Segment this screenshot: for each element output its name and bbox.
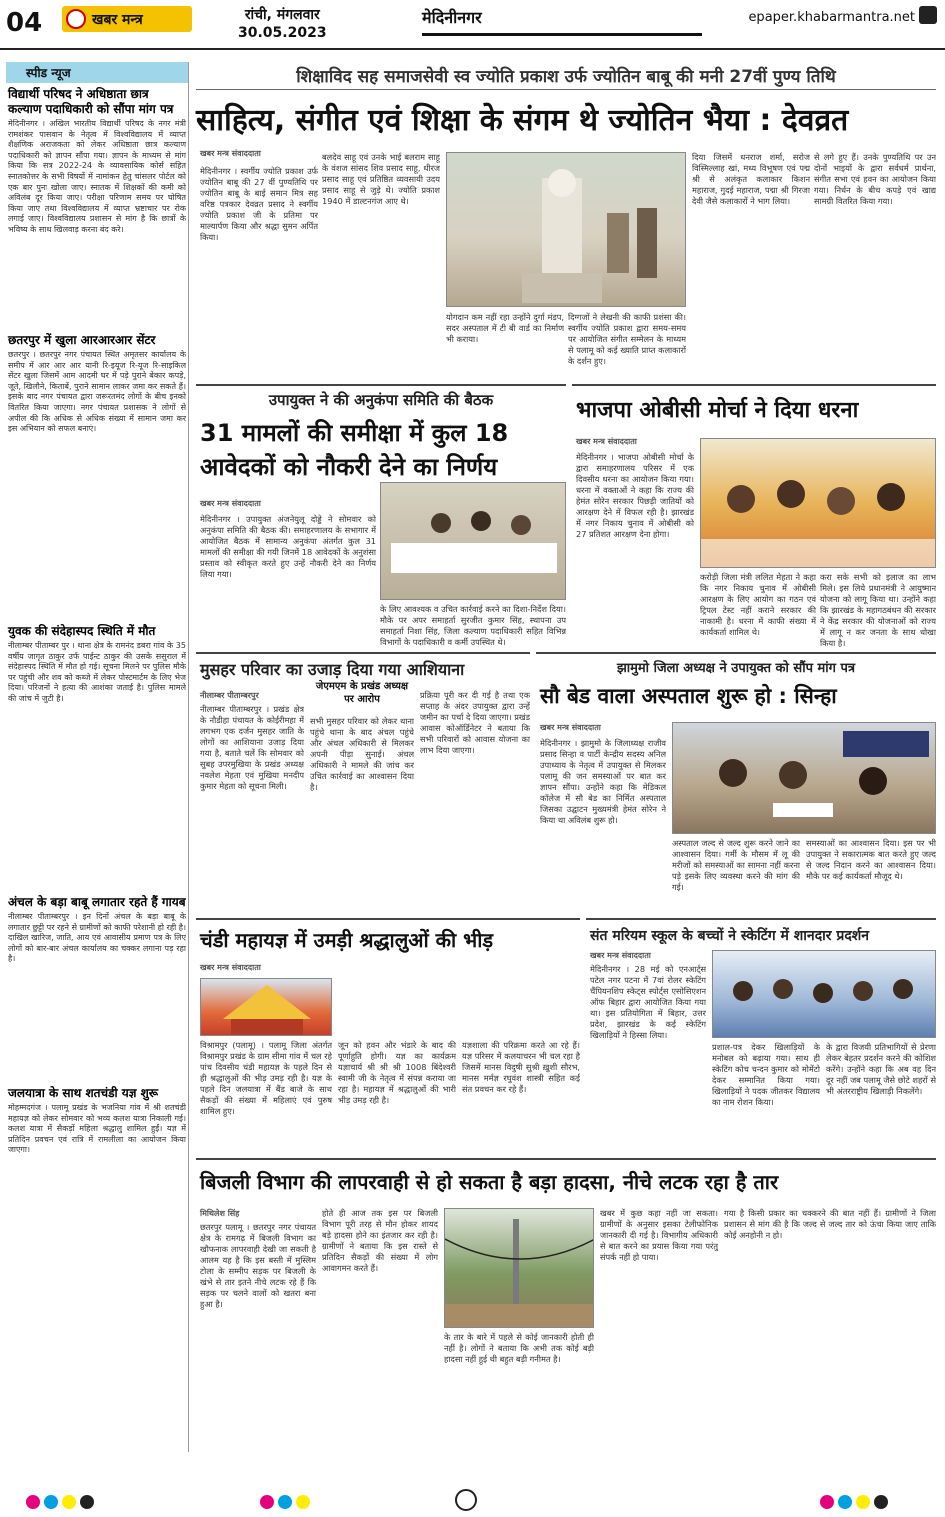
story7-body-continued: प्रशाल-पत्र देकर खिलाड़ियों के मनोबल को बढ़ाया गया। साथ ही स्केटिंग कोच चन्दन कुमार को मोमेंटो देकर सम्मानित किया गया। खिलाड़ियों ने पदक जीतकर विद्यालय का नाम रोशन किया। [712, 1042, 820, 1107]
byline: खबर मन्त्र संवाददाता [200, 499, 261, 508]
left-story-headline[interactable]: विद्यार्थी परिषद ने अधिष्ठाता छात्र कल्याण पदाधिकारी को सौंपा मांग पत्र [8, 87, 174, 116]
hanging-wire-photo [444, 1208, 594, 1328]
skating-illustration [713, 951, 936, 1038]
memorial-statue-photo [446, 152, 686, 307]
dharna-illustration [701, 439, 936, 568]
registration-dot-icon [820, 1495, 834, 1509]
page-number: 04 [6, 8, 43, 38]
story5-headline[interactable]: सौ बेड वाला अस्पताल शुरू हो : सिन्हा [540, 684, 837, 708]
top-story-col2: बलदेव साहू एवं उनके भाई बलराम साहू के वंशज सांसद शिव प्रसाद साहू, धीरज प्रसाद साहू एवं प्रतिष्ठित व्यवसायी उदय प्रसाद साहू से जुड़े थे। ज्योति प्रकाश 1940 में डाल्टनगंज आए थे। [322, 152, 440, 206]
story5-kicker[interactable]: झामुमो जिला अध्यक्ष ने उपायुक्त को सौंप मांग पत्र [616, 661, 856, 676]
story4-body-continued: सभी मुसहर परिवार को लेकर थाना पहुंचे थाना के बाद अंचल पहुंचे और अंचल अधिकारी से मिलकर अपनी पीड़ा सुनाई। अंचल अधिकारी ने मामले की जांच कर उचित कार्रवाई का आश्वासन दिया है। [310, 716, 414, 792]
story8-body: छतरपुर पलामू । छतरपुर नगर पंचायत क्षेत्र के रामगढ़ में बिजली विभाग का खौफनाक लापरवाही देखी जा सकती है आलम यह है कि इस बस्ती में मुस्लिम टोला के सम्मीप सड़क पर बिजली के खंभे से तार इतने नीचे लटक रहे हैं कि सड़क पर चलने वालों को खतरा बना हुआ है। [200, 1222, 316, 1309]
left-story-headline[interactable]: युवक की संदेहास्पद स्थिति में मौत [8, 624, 156, 638]
story8-body-continued: के तार के बारे में पहले से कोई जानकारी होती ही नहीं है। लोगों ने बताया कि अभी तक कोई बड़ी हादसा नहीं हुई थी बहुत बड़ी गनीमत है। [444, 1332, 594, 1364]
story7-headline[interactable]: संत मरियम स्कूल के बच्चों ने स्केटिंग में शानदार प्रदर्शन [590, 928, 870, 944]
story4-headline[interactable]: मुसहर परिवार का उजाड़ दिया गया आशियाना [200, 660, 465, 679]
top-story-col1: मेदिनीनगर । स्वर्गीय ज्योति प्रकाश उर्फ ज्योतिन बाबू की 27 वीं पुण्यतिथि पर ज्योतिन बाबू के बाई समान मित्र सह वरिष्ठ पत्रकार देवव्रत प्रसाद ने स्वर्गीय ज्योति प्रकाश जी के प्रतिमा पर माल्यार्पण किया और श्रद्धा सुमन अर्पित किया। [200, 166, 318, 242]
story7-body-continued: के द्वारा विजयी प्रतिभागियों से प्रेरणा लेकर बेहतर प्रदर्शन करने की कोशिश करेंगे। उन्होंने कहा कि अब वह दिन दूर नहीं जब पलामू जैसे छोटे शहरों से भी अंतरराष्ट्रीय खिलाड़ी निकलेंगे। [826, 1042, 936, 1096]
story3-body-continued: करोड़ी जिला मंत्री ललित मेहता ने कहा कि नगर निकाय चुनाव में ओबीसी आरक्षण के लिए आयोग का गठन एवं ट्रिपल टेस्ट नहीं कराने सरकार की नाकामी है। धरना में काफी संख्या में कार्यकर्ता शामिल थे। [700, 572, 816, 637]
memorandum-photo [672, 722, 936, 834]
top-story-caption-left: योगदान कम नहीं रहा उन्होंने दुर्गा मंडप, सदर अस्पताल में टी बी वार्ड का निर्माण भी कराया। [446, 312, 564, 344]
brand-logo-icon [66, 9, 86, 29]
story5-body: मेदिनीनगर । झामुमो के जिलाध्यक्ष राजीव प्रसाद सिन्हा व पार्टी केन्द्रीय सदस्य अनिल उपाध्याय के नेतृत्व में उपायुक्त से मिलकर पलामू की जन समस्याओं पर बात कर ज्ञापन सौंपा। उन्होंने कहा कि मेडिकल कॉलेज में सौ बेड का निर्मित अस्पताल जिसका उद्घाटन मुख्यमंत्री हेमंत सोरेन ने किया था अविलंब शुरू हो। [540, 738, 666, 825]
yagya-photo [200, 978, 332, 1036]
story6-body: विश्रामपुर (पलामू) । पलामू जिला अंतर्गत विश्रामपुर प्रखंड के ग्राम सीमा गांव में चल रहे पांच दिवसीय चंडी महायज्ञ के पहले दिन से ही श्रद्धालुओं की भीड़ उमड़ रही है। यज्ञ के पहले दिन जलयात्रा में बैंड बाजे के साथ सैकड़ों की संख्या में महिलाएं एवं पुरुष शामिल हुए। [200, 1040, 332, 1116]
registration-dot-icon [80, 1495, 94, 1509]
city-day: रांची, मंगलवार [244, 7, 320, 23]
story8-headline[interactable]: बिजली विभाग की लापरवाही से हो सकता है बड़ा हादसा, नीचे लटक रहा है तार [200, 1170, 779, 1194]
byline: खबर मन्त्र संवाददाता [200, 963, 261, 972]
top-story [196, 62, 936, 143]
story-hospital-demand [536, 652, 936, 712]
registration-dot-icon [278, 1495, 292, 1509]
left-story-headline[interactable]: अंचल के बड़ा बाबू लगातार रहते हैं गायब [8, 895, 186, 909]
story3-body-continued: करा सके सभी को इलाज का लाभ मिले। इस लिये प्रधानमंत्री ने आयुष्मान योजना को लागू किया था। उन्होंने कहा कि झारखंड के महागठबंधन की सरकार ने केंद्र सरकार की योजनाओं को राज्य में लागू न कर जनता के साथ धोखा किया है। [820, 572, 936, 648]
skating-photo [712, 950, 936, 1038]
registration-dot-icon [62, 1495, 76, 1509]
story2-body-continued: के लिए आवश्यक व उचित कार्रवाई करने का दिशा-निर्देश दिया। मौके पर अपर समाहर्ता सुरजीत कुमार सिंह, स्थापना उप समाहर्ता निशा सिंह, जिला कल्याण पदाधिकारी सहित विभिन्न विभागों के पदाधिकारी व कर्मी उपस्थित थे। [380, 604, 566, 647]
top-story-caption-right: दिग्गजों ने लेखनी की काफी प्रशंसा की। स्वर्गीय ज्योति प्रकाश द्वारा समय-समय पर आयोजित संगीत सम्मेलन के माध्यम से पलामू को कई ख्याति प्राप्त कलाकारों के दर्शन हुए। [568, 312, 686, 366]
left-story-body: नीलाम्बर पीताम्बर पुर । थाना क्षेत्र के रामनंद डबरा गांव के 35 वर्षीय जागृत ठाकुर उर्फ पाईन्ट ठाकुर की उसके ससुराल में संदेहास्पद स्थिति में मौत हो गई। सूचना मिलने पर पुलिस मौके पर पहुंची और शव को कब्जे में लेकर पोस्टमार्टम के लिए भेज दिया। परिजनों ने हत्या की आशंका जताई है। पुलिस मामले की जांच में जुटी है। [8, 641, 186, 703]
memorandum-illustration [673, 723, 936, 834]
story2-headline[interactable]: 31 मामलों की समीक्षा में कुल 18 आवेदकों को नौकरी देने का निर्णय [200, 419, 509, 481]
story7-body: मेदिनीनगर । 28 मई को एनआर्ट्स पटेल नगर पटना में 7वां रोलर स्केटिंग चैंपियनशिप स्केट्स स्पोर्ट्स एसोसिएशन ऑफ बिहार द्वारा आयोजित किया गया था। इस प्रतियोगिता में बिहार, उत्तर प्रदेश, झारखंड के कई स्केटिंग खिलाड़ियों ने हिस्सा लिया। [590, 964, 706, 1040]
story4-body: नीलाम्बर पीताम्बरपुर । प्रखंड क्षेत्र के नौडीहा पंचायत के कोईरीमहा में लगभग एक दर्जन मुसहर जाति के लोगों का आशियाना उजाड़ दिया गया है, बताते चलें कि सोमवार को सुबह उपरमुखिया के प्रखंड अध्यक्ष नवलेश मेहता एवं मुखिया मनदीप कुमार मेहता को सूचना मिली। [200, 704, 304, 791]
story-bjp-dharna [572, 384, 936, 432]
crosshair-icon [455, 1489, 477, 1511]
meeting-photo [380, 482, 566, 600]
edition-name: मेदिनीनगर [422, 6, 702, 36]
story8-body-continued: होते ही आज तक इस पर बिजली विभाग पूरी तरह से मौन होकर शायद बड़े हादसा होने का इंतजार कर रही है। ग्रामीणों ने बताया कि इस रास्ते से प्रतिदिन सैकड़ों की संख्या में लोग आवागमन करते हैं। [322, 1208, 438, 1273]
top-story-kicker[interactable]: शिक्षाविद सह समाजसेवी स्व ज्योति प्रकाश उर्फ ज्योतिन बाबू की मनी 27वीं पुण्य तिथि [196, 62, 936, 90]
story2-kicker[interactable]: उपायुक्त ने की अनुकंपा समिति की बैठक [268, 391, 494, 409]
dharna-photo [700, 438, 936, 568]
menu-icon[interactable] [919, 6, 937, 24]
byline: खबर मन्त्र संवाददाता [590, 951, 651, 960]
registration-dot-icon [838, 1495, 852, 1509]
brand-name: खबर मन्त्र [92, 11, 143, 28]
story4-subhead-box [310, 680, 414, 706]
story4-subhead: जेएमएम के प्रखंड अध्यक्ष पर आरोप [315, 681, 409, 705]
story5-body-continued: समस्याओं का आश्वासन दिया। इस पर भी उपायुक्त ने सकारात्मक बात करते हुए जल्द से जल्द निदान करने का आश्वासन दिया। मौके पर कई कार्यकर्ता मौजूद थे। [806, 838, 936, 881]
wire-illustration [445, 1209, 594, 1328]
byline: मिथिलेश सिंह [200, 1209, 240, 1218]
speed-news-column [6, 62, 189, 1452]
story3-body: मेदिनीनगर । भाजपा ओबीसी मोर्चा के द्वारा समाहरणालय परिसर में एक दिवसीय धरना का आयोजन किया गया। धरना में वक्ताओं ने कहा कि राज्य की हेमंत सोरेन सरकार पिछड़ी जातियों को आरक्षण देने में विफल रही है। झारखंड में नगर निकाय चुनाव में ओबीसी को 27 प्रतिशत आरक्षण देना होगा। [576, 452, 694, 539]
story4-body-continued: प्रक्रिया पूरी कर दी गई है तथा एक सप्ताह के अंदर उपायुक्त द्वारा उन्हें जमीन का पर्चा दे दिया जाएगा। प्रखंड आवास कोऑर्डिनेटर ने बताया कि सभी परिवारों को आवास योजना का लाभ दिया जाएगा। [420, 690, 530, 755]
byline: खबर मन्त्र संवाददाता [200, 149, 261, 158]
story-compassion-committee [196, 384, 566, 486]
byline: खबर मन्त्र संवाददाता [540, 723, 601, 732]
story8-body-continued: खबर में कुछ कहा नहीं जा सकता। ग्रामीणों के अनुसार इसका टेलीफोनिक जानकारी दी गई है। विभागीय अधिकारी से बात करने का प्रयास किया गया परंतु संपर्क नहीं हो पाया। [600, 1208, 718, 1262]
registration-dot-icon [874, 1495, 888, 1509]
byline: खबर मन्त्र संवाददाता [576, 437, 637, 446]
registration-dot-icon [44, 1495, 58, 1509]
story-chandi-mahayagya [196, 918, 580, 959]
masthead [0, 0, 945, 50]
left-story-headline[interactable]: जलयात्रा के साथ शतचंडी यज्ञ शुरू [8, 1086, 159, 1100]
registration-dot-icon [296, 1495, 310, 1509]
brand-badge[interactable] [62, 6, 192, 32]
top-story-col3: दिया जिसमें धनराज शर्मा, सरोज विस्मिल्लाह खां, मध्य विभूषण एवं पद्म श्री से अलंकृत कलाकार किशन महाराज, गुदई महाराज, पद्मा श्री गिरजा देवी जैसे कलाकारों ने भाग लिया। [692, 152, 810, 206]
top-story-col4: से लगे हुए हैं। उनके पुण्यतिथि पर उन दोनों भाइयों के द्वारा सर्वधर्म प्रार्थना, संगीत सभा एवं हवन का आयोजन किया गया। निर्धन के बीच कपड़े एवं खाद्य सामग्री वितरित किया गया। [814, 152, 936, 206]
story-skating [586, 918, 936, 951]
story2-body: मेदिनीनगर । उपायुक्त अंजनेयुलू दोड्डे ने सोमवार को अनुकंपा समिति की बैठक की। समाहरणालय के सभागार में आयोजित बैठक में सामान्य अनुकंपा अंतर्गत कुल 31 मामलों की समीक्षा की गयी जिनमें 18 आवेदकों के अनुशंसा प्रस्ताव को स्वीकृत करते हुए उन्हें नौकरी देने का निर्णय लिया गया। [200, 514, 376, 579]
registration-dot-icon [26, 1495, 40, 1509]
speed-news-tag: स्पीड न्यूज [6, 62, 188, 83]
left-story-body: मेदिनीनगर । अखिल भारतीय विद्यार्थी परिषद के नगर मंत्री रामशंकर पासवान के नेतृत्व में विश्वविद्यालय में व्याप्त शैक्षणिक अराजकता को लेकर अधिष्ठाता छात्र कल्याण पदाधिकारी को ज्ञापन सौंपा गया। ज्ञापन के माध्यम से मांग किया कि सत्र 2022-24 के व्यावसायिक कोर्स सहित स्नातकोत्तर के सभी विषयों में नामांकन हेतु चांसलर पोर्टल को एक बार पुनः खोला जाए। स्नातक में शिक्षकों की कमी को अविलंब दूर किया जाए। परीक्षा परिणाम समय पर घोषित किया जाए तथा विश्वविद्यालय में व्याप्त भ्रष्टाचार पर रोक लगाई जाए। विश्वविद्यालय प्रशासन से मांग है कि छात्रों के भविष्य के साथ खिलवाड़ करना बंद करे। [8, 119, 186, 234]
story6-body-continued: यज्ञशाला की परिक्रमा करते आ रहे हैं। यज्ञ परिसर में कलयाचरन भी चल रहा है जिसमें मानस विदुषी सुश्री ख़ुशी सौरभ, मानस मर्मज्ञ रघुवंश शास्त्री सहित कई संत प्रवचन कर रहे हैं। [462, 1040, 580, 1094]
dateline [238, 6, 327, 42]
statue-illustration [447, 153, 686, 307]
byline: नीलाम्बर पीताम्बरपुर [200, 691, 259, 700]
epaper-link[interactable]: epaper.khabarmantra.net [748, 10, 915, 25]
story5-body-continued: अस्पताल जल्द से जल्द शुरू करने जाने का आश्वासन दिया। गर्मी के मौसम में लू की मरीजों को समस्याओं का सामना नहीं करना पड़े इसके लिए व्यवस्था करने की मांग की गई। [672, 838, 800, 892]
story6-body-continued: जून को हवन और भंडारे के बाद की पूर्णाहुति होगी। यज्ञ का कार्यक्रम यज्ञाचार्य श्री श्री श्री 1008 बिंदेश्वरी स्वामी जी के नेतृत्व में संपन्न कराया जा रहा है। महायज्ञ में श्रद्धालुओं की भारी भीड़ उमड़ रही है। [338, 1040, 456, 1105]
left-story-body: मोहम्मदगंज । पलामू प्रखंड के भजनिया गांव में श्री शतचंडी महायज्ञ को लेकर सोमवार को भव्य कलश यात्रा निकाली गई। कलश यात्रा में सैकड़ों महिला श्रद्धालु शामिल हुईं। यज्ञ में प्रतिदिन प्रवचन एवं रात्रि में रामलीला का आयोजन किया जाएगा। [8, 1103, 186, 1155]
left-story-body: नीलाम्बर पीताम्बरपुर । इन दिनों अंचल के बड़ा बाबू के लगातार छुट्टी पर रहने से ग्रामीणों को काफी परेशानी हो रही है। दाखिल खारिज, जाति, आय एवं आवासीय प्रमाण पत्र के लिए लोगों को बार-बार अंचल कार्यालय का चक्कर लगाना पड़ रहा है। [8, 912, 186, 964]
issue-date: 30.05.2023 [238, 25, 327, 41]
story-electricity-hazard [196, 1158, 936, 1203]
print-registration-marks [0, 1487, 945, 1517]
story6-headline[interactable]: चंडी महायज्ञ में उमड़ी श्रद्धालुओं की भीड़ [200, 928, 494, 952]
meeting-illustration [381, 483, 566, 600]
top-story-headline[interactable]: साहित्य, संगीत एवं शिक्षा के संगम थे ज्योतिन भैया : देवव्रत [196, 103, 849, 138]
story8-body-continued: गया है किसी प्रकार का चक्करने की बात नहीं हैं। ग्रामीणों ने जिला प्रशासन से मांग की है कि जल्द से जल्द तार को ऊंचा किया जाए ताकि कोई अनहोनी न हो। [724, 1208, 936, 1240]
left-story-body: छतरपुर । छतरपुर नगर पंचायत स्थित अमृतसर कार्यालय के समीप में आर आर आर यानी रि-इयूज रि-यूज रि-साइकिल सेंटर खुला जिसमें आम आदमी घर में पड़े पुराने बेकार कपड़े, जूते, खिलौने, किताबें, पुराने सामान लाकर जमा कर सकते हैं। इसके बाद नगर पंचायत द्वारा जरूरतमंद लोगों के बीच इनको वितरित किया जाएगा। नगर पंचायत प्रशासक ने लोगों से अपील की कि अधिक से अधिक संख्या में सामान जमा कर इस अभियान को सफल बनाएं। [8, 350, 186, 434]
registration-dot-icon [260, 1495, 274, 1509]
yagya-illustration [201, 979, 332, 1036]
left-story-headline[interactable]: छतरपुर में खुला आरआरआर सेंटर [8, 333, 156, 347]
story3-headline[interactable]: भाजपा ओबीसी मोर्चा ने दिया धरना [576, 398, 859, 423]
registration-dot-icon [856, 1495, 870, 1509]
